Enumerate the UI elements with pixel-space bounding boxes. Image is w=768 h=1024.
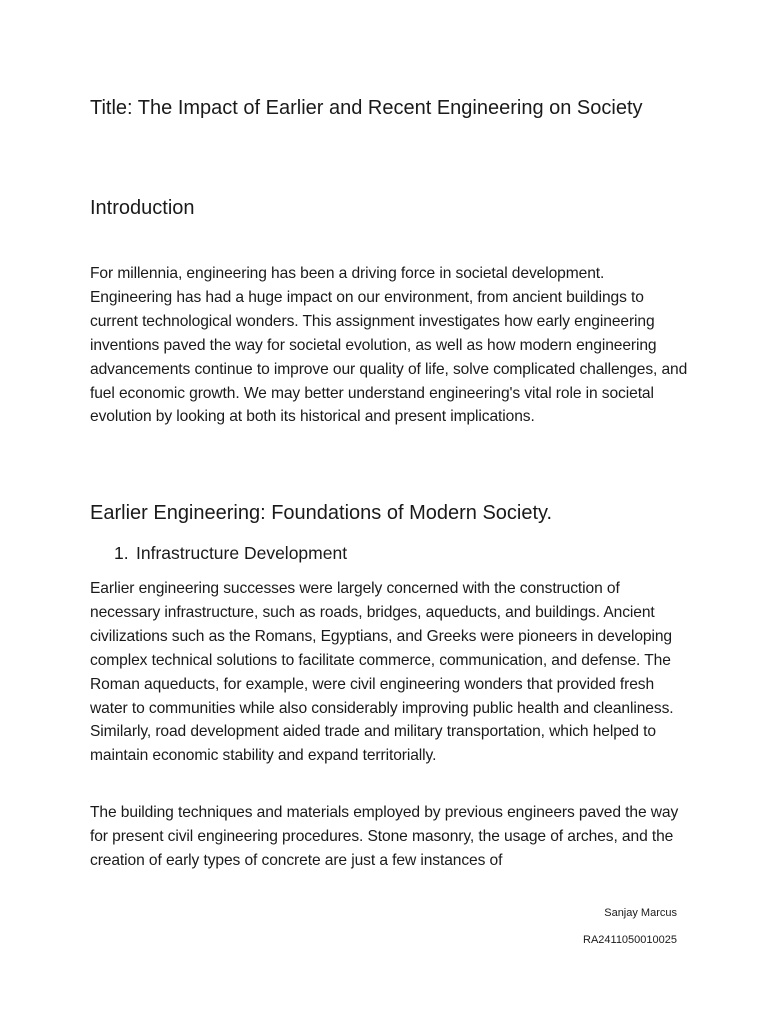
section-heading-earlier-engineering: Earlier Engineering: Foundations of Modern Society.	[90, 502, 553, 524]
infrastructure-paragraph-1: Earlier engineering successes were largely concerned with the construction of necessary infrastructure, such as roads, bridges, aqueducts, and buildings. Ancient civilizations such as the Romans, Egyptians, and Greeks were pioneers in developing complex technical solutions to facilitate commerce, communication, and defense. The Roman aqueducts, for example, were civil engineering wonders that provided fresh water to communities while also considerably improving public health and cleanliness. Similarly, road development aided trade and military transportation, which helped to maintain economic stability and expand territorially.	[90, 580, 674, 765]
subsection-heading-infrastructure	[114, 540, 347, 566]
introduction-paragraph: For millennia, engineering has been a driving force in societal development. Engineering has had a huge impact on our environment, from ancient buildings to current technological wonders. This assignment investigates how early engineering inventions paved the way for societal evolution, as well as how modern engineering advancements continue to improve our quality of life, solve complicated challenges, and fuel economic growth. We may better understand engineering's vital role in societal evolution by looking at both its historical and present implications.	[90, 265, 688, 426]
footer-author-name: Sanjay Marcus	[604, 907, 677, 919]
subsection-label: Infrastructure Development	[136, 543, 348, 563]
subsection-number: 1.	[114, 543, 129, 563]
introduction-heading: Introduction	[90, 197, 195, 219]
infrastructure-paragraph-2: The building techniques and materials employed by previous engineers paved the way for present civil engineering procedures. Stone masonry, the usage of arches, and the creation of early types of concrete are just a few instances of	[90, 804, 679, 869]
footer-student-id: RA2411050010025	[583, 934, 677, 946]
document-title: Title: The Impact of Earlier and Recent Engineering on Society	[90, 97, 643, 119]
